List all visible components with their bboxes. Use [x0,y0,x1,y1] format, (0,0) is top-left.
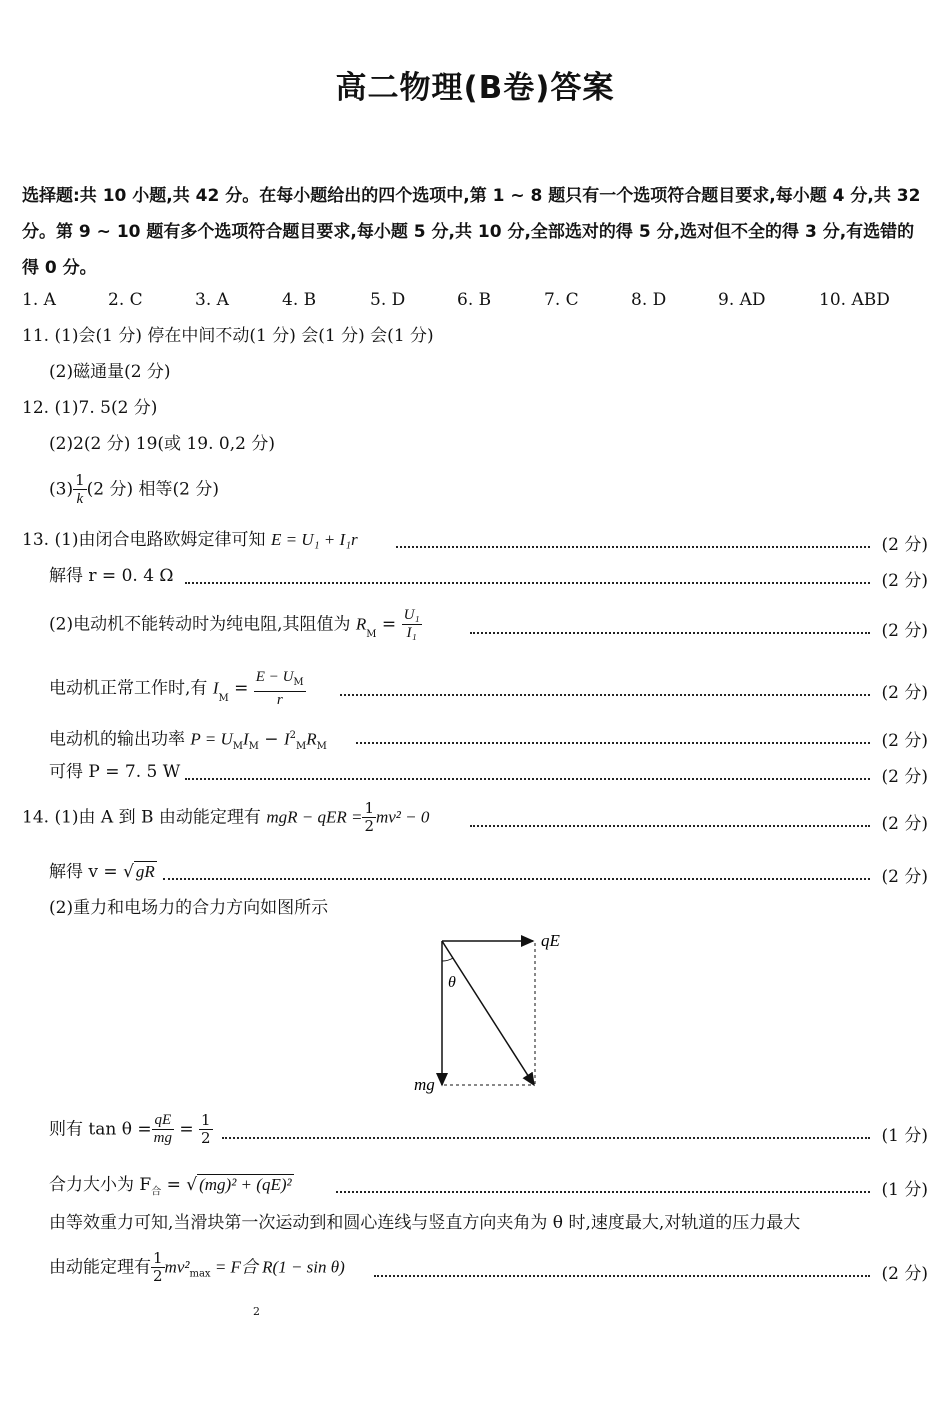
q11-line2: (2)磁通量(2 分) [49,362,171,382]
score: (2 分) [881,731,928,751]
score: (2 分) [881,571,928,591]
mcq-answer: 3. A [195,290,229,310]
score: (2 分) [881,814,928,834]
dot-leader [336,1191,870,1193]
q14-line4: 则有 tan θ = $\frac{qE}{mg}$ = $\frac{1}{2}$ [49,1111,211,1147]
theta-label: θ [448,974,456,991]
sqrt-icon: √ [186,1175,198,1195]
dot-leader [470,632,870,634]
mcq-answer: 8. D [631,290,667,310]
dot-leader [163,878,870,880]
q13-line6: 可得 P = 7. 5 W [49,762,181,782]
mcq-answer: 1. A [22,290,56,310]
mcq-answer: 6. B [457,290,492,310]
score: (1 分) [881,1180,928,1200]
q14-line5: 合力大小为 $F_合$ = √ (mg)² + (qE)² [49,1175,292,1198]
q14-line3: (2)重力和电场力的合力方向如图所示 [49,898,329,918]
mcq-answer: 10. ABD [819,290,890,310]
mcq-instructions: 选择题:共 10 小题,共 42 分。在每小题给出的四个选项中,第 1 ~ 8 题只有一个选项符合题目要求,每小题 4 分,共 32 分。第 9 ~ 10 题有多个选项符合题目要求,每小题 5 分,共 10 分,全部选对的得 5 分,选对但不全的得 3 分,有选错的得 0 分。 [22,186,921,278]
dot-leader [374,1275,870,1277]
q14-line1: 14. (1)由 A 到 B 由动能定理有 mgR − qER = $\frac{1}{2}$ mv² − 0 [22,799,430,835]
score: (2 分) [881,867,928,887]
score: (2 分) [881,767,928,787]
sqrt-icon: √ [123,862,134,882]
q11-line1: 11. (1)会(1 分) 停在中间不动(1 分) 会(1 分) 会(1 分) [22,326,434,346]
dot-leader [185,778,870,780]
qE-label: qE [541,931,560,950]
mcq-answer: 2. C [108,290,143,310]
q13-line4: 电动机正常工作时,有 $I_M$ = $\frac{E - U_M}{r}$ [49,669,304,708]
dot-leader [356,742,870,744]
score: (1 分) [881,1126,928,1146]
q14-line2: 解得 v = √ gR [49,862,155,882]
mcq-answer: 4. B [282,290,317,310]
q13-line5: 电动机的输出功率 $P = U_MI_M - I^2_MR_M$ [49,729,327,753]
q14-line7: 由动能定理有 $\frac{1}{2}$ $mv^2_{max} = F$合 R(1 − sin θ) [49,1249,345,1285]
mcq-answer: 9. AD [718,290,766,310]
dot-leader [396,546,870,548]
dot-leader [185,582,870,584]
q14-line6: 由等效重力可知,当滑块第一次运动到和圆心连线与竖直方向夹角为 θ 时,速度最大,对轨道的压力最大 [49,1213,801,1233]
q12-line2: (2)2(2 分) 19(或 19. 0,2 分) [49,434,275,454]
dot-leader [222,1137,870,1139]
q13-line2: 解得 r = 0. 4 Ω [49,566,174,586]
score: (2 分) [881,1264,928,1284]
dot-leader [340,694,870,696]
dot-leader [470,825,870,827]
q13-line1: 13. (1)由闭合电路欧姆定律可知 E = U₁ + I₁r [22,530,358,550]
q12-line1: 12. (1)7. 5(2 分) [22,398,158,418]
mg-label: mg [414,1075,435,1094]
q13-line3: (2)电动机不能转动时为纯电阻,其阻值为 $R_M$ = $\frac{\text{U₁}}{\text{I₁}}$ [49,607,420,641]
page-title: 高二物理(B卷)答案 [335,70,615,106]
mcq-answer: 5. D [370,290,406,310]
score: (2 分) [881,683,928,703]
page-number: 2 [253,1305,260,1318]
angle-arc [442,958,453,961]
q12-line3: (3) $\frac{1}{k}$ (2 分) 相等(2 分) [49,471,220,507]
resultant-arrow [442,941,534,1085]
force-diagram [400,925,580,1100]
mcq-answer: 7. C [544,290,579,310]
score: (2 分) [881,535,928,555]
score: (2 分) [881,621,928,641]
